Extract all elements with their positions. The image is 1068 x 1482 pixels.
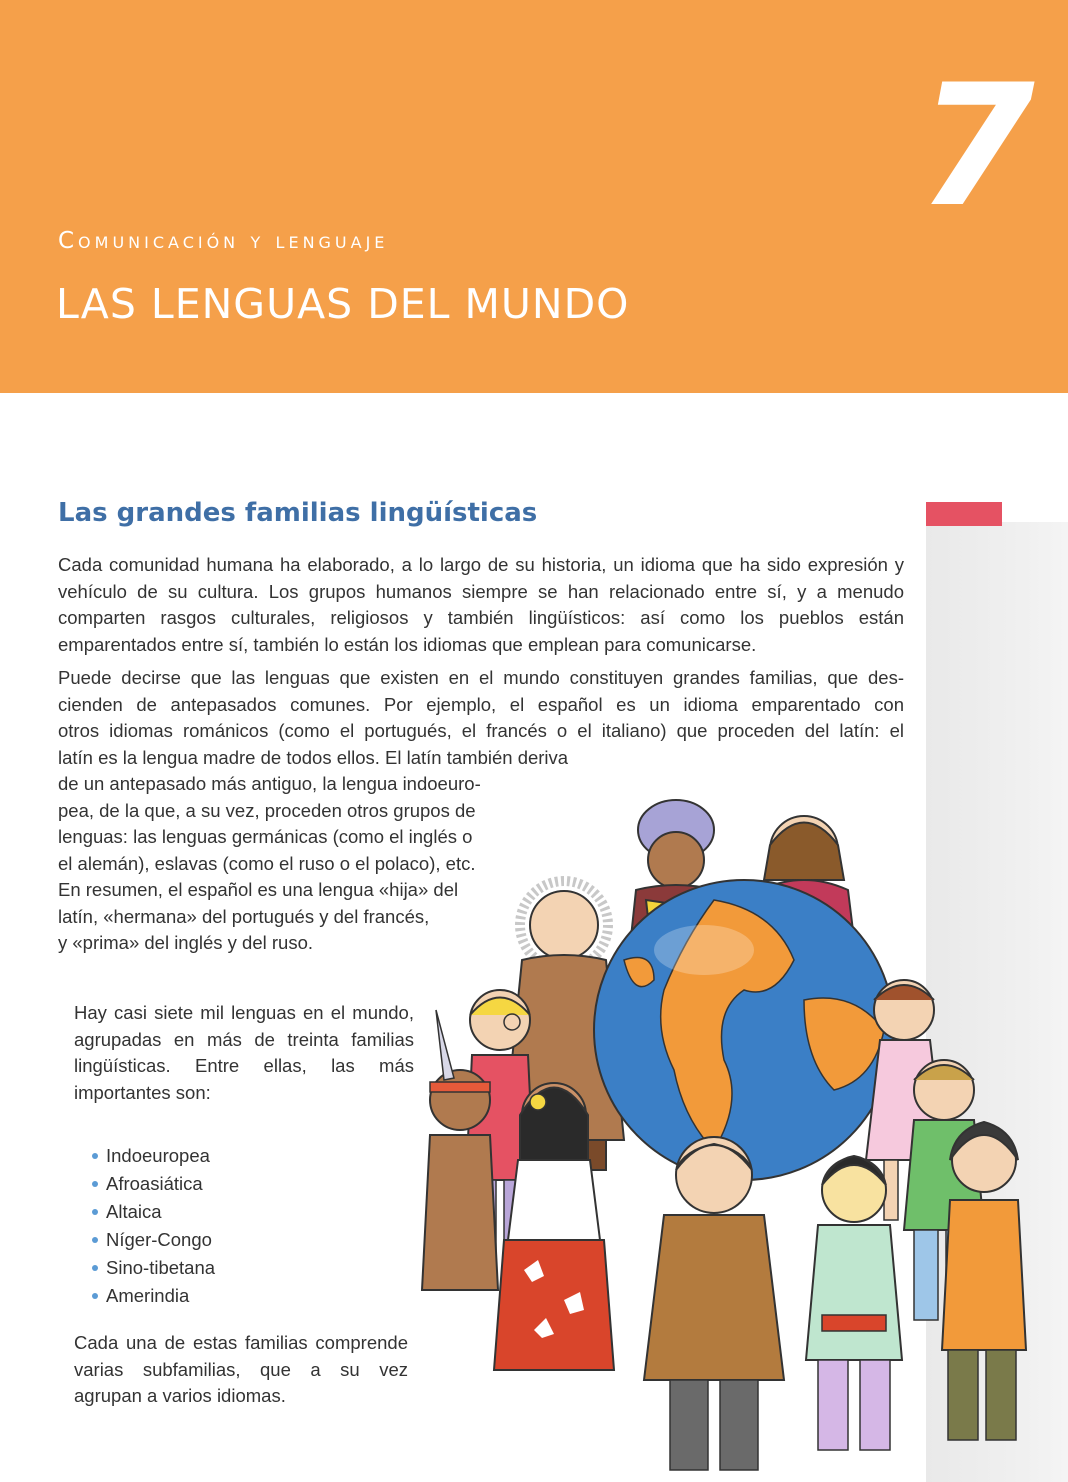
globe-icon [594, 880, 894, 1180]
list-item-label: Sino-tibetana [106, 1257, 216, 1278]
paragraph-line: latín es la lengua madre de todos ellos. El latín también deriva [58, 746, 569, 768]
chapter-banner [0, 0, 1068, 393]
list-item-label: Indoeuropea [106, 1145, 210, 1166]
paragraph-line: el alemán), eslavas (como el ruso o el polaco), etc. [58, 852, 476, 874]
bullet-icon [92, 1293, 98, 1299]
list-item-label: Altaica [106, 1201, 162, 1222]
bullet-icon [92, 1209, 98, 1215]
paragraph-line: En resumen, el español es una lengua «hija» del [58, 879, 459, 900]
bullet-icon [92, 1265, 98, 1271]
bullet-icon [92, 1181, 98, 1187]
list-item-label: Afroasiática [106, 1173, 203, 1194]
child-figure [422, 1010, 498, 1290]
list-item [92, 1254, 215, 1282]
paragraph-line: de un antepasado más antiguo, la lengua indoeuro- [58, 773, 481, 794]
list-item-label: Amerindia [106, 1285, 190, 1306]
paragraph-subfamilies: Cada una de estas familias comprende varias subfamilias, que a su vez agrupan a varios idiomas. [74, 1332, 408, 1406]
paragraph-line: latín, «hermana» del portugués y del francés, [58, 905, 430, 927]
side-accent-bar [926, 502, 1002, 526]
paragraph-intro: Cada comunidad humana ha elaborado, a lo largo de su historia, un idioma que ha sido expresión y vehículo de su cultura. Los grupos humanos siempre se han relacionado entre sí, y a menudo comparten rasgos culturales, religiosos y también lingüísticos: así como los pueblos están emparentados entre sí, también lo están los idiomas que emplean para comunicarse. [58, 554, 904, 655]
list-item [92, 1170, 215, 1198]
paragraph-line: pea, de la que, a su vez, proceden otros grupos de [58, 799, 476, 821]
list-item-label: Níger-Congo [106, 1229, 212, 1250]
paragraph-line: lenguas: las lenguas germánicas (como el inglés o [58, 826, 473, 847]
paragraph-line: Puede decirse que las lenguas que existen en el mundo constituyen grandes familias, que des- [58, 667, 904, 688]
paragraph-line: otros idiomas románicos (como el portugués, el francés o el italiano) que proceden del latín: el [58, 720, 904, 741]
children-around-globe-illustration [414, 760, 1034, 1480]
bullet-icon [92, 1237, 98, 1243]
section-heading: Las grandes familias lingüísticas [58, 498, 538, 528]
child-figure [942, 1122, 1026, 1440]
paragraph-line: y «prima» del inglés y del ruso. [58, 932, 314, 953]
list-item [92, 1198, 215, 1226]
child-figure [644, 1137, 784, 1470]
list-item [92, 1226, 215, 1254]
chapter-title: LAS LENGUAS DEL MUNDO [56, 280, 630, 328]
bullet-icon [92, 1153, 98, 1159]
list-item [92, 1142, 215, 1170]
list-item [92, 1282, 215, 1310]
language-family-list [92, 1142, 215, 1310]
paragraph-count: Hay casi siete mil lenguas en el mundo, agrupadas en más de treinta familias lingüísticas. Entre ellas, las más importantes son: [74, 1002, 414, 1103]
paragraph-line: cienden de antepasados comunes. Por ejemplo, el español es un idioma emparentado con [58, 693, 904, 715]
chapter-number: 7 [918, 48, 1035, 244]
section-label: Comunicación y lenguaje [58, 228, 389, 254]
